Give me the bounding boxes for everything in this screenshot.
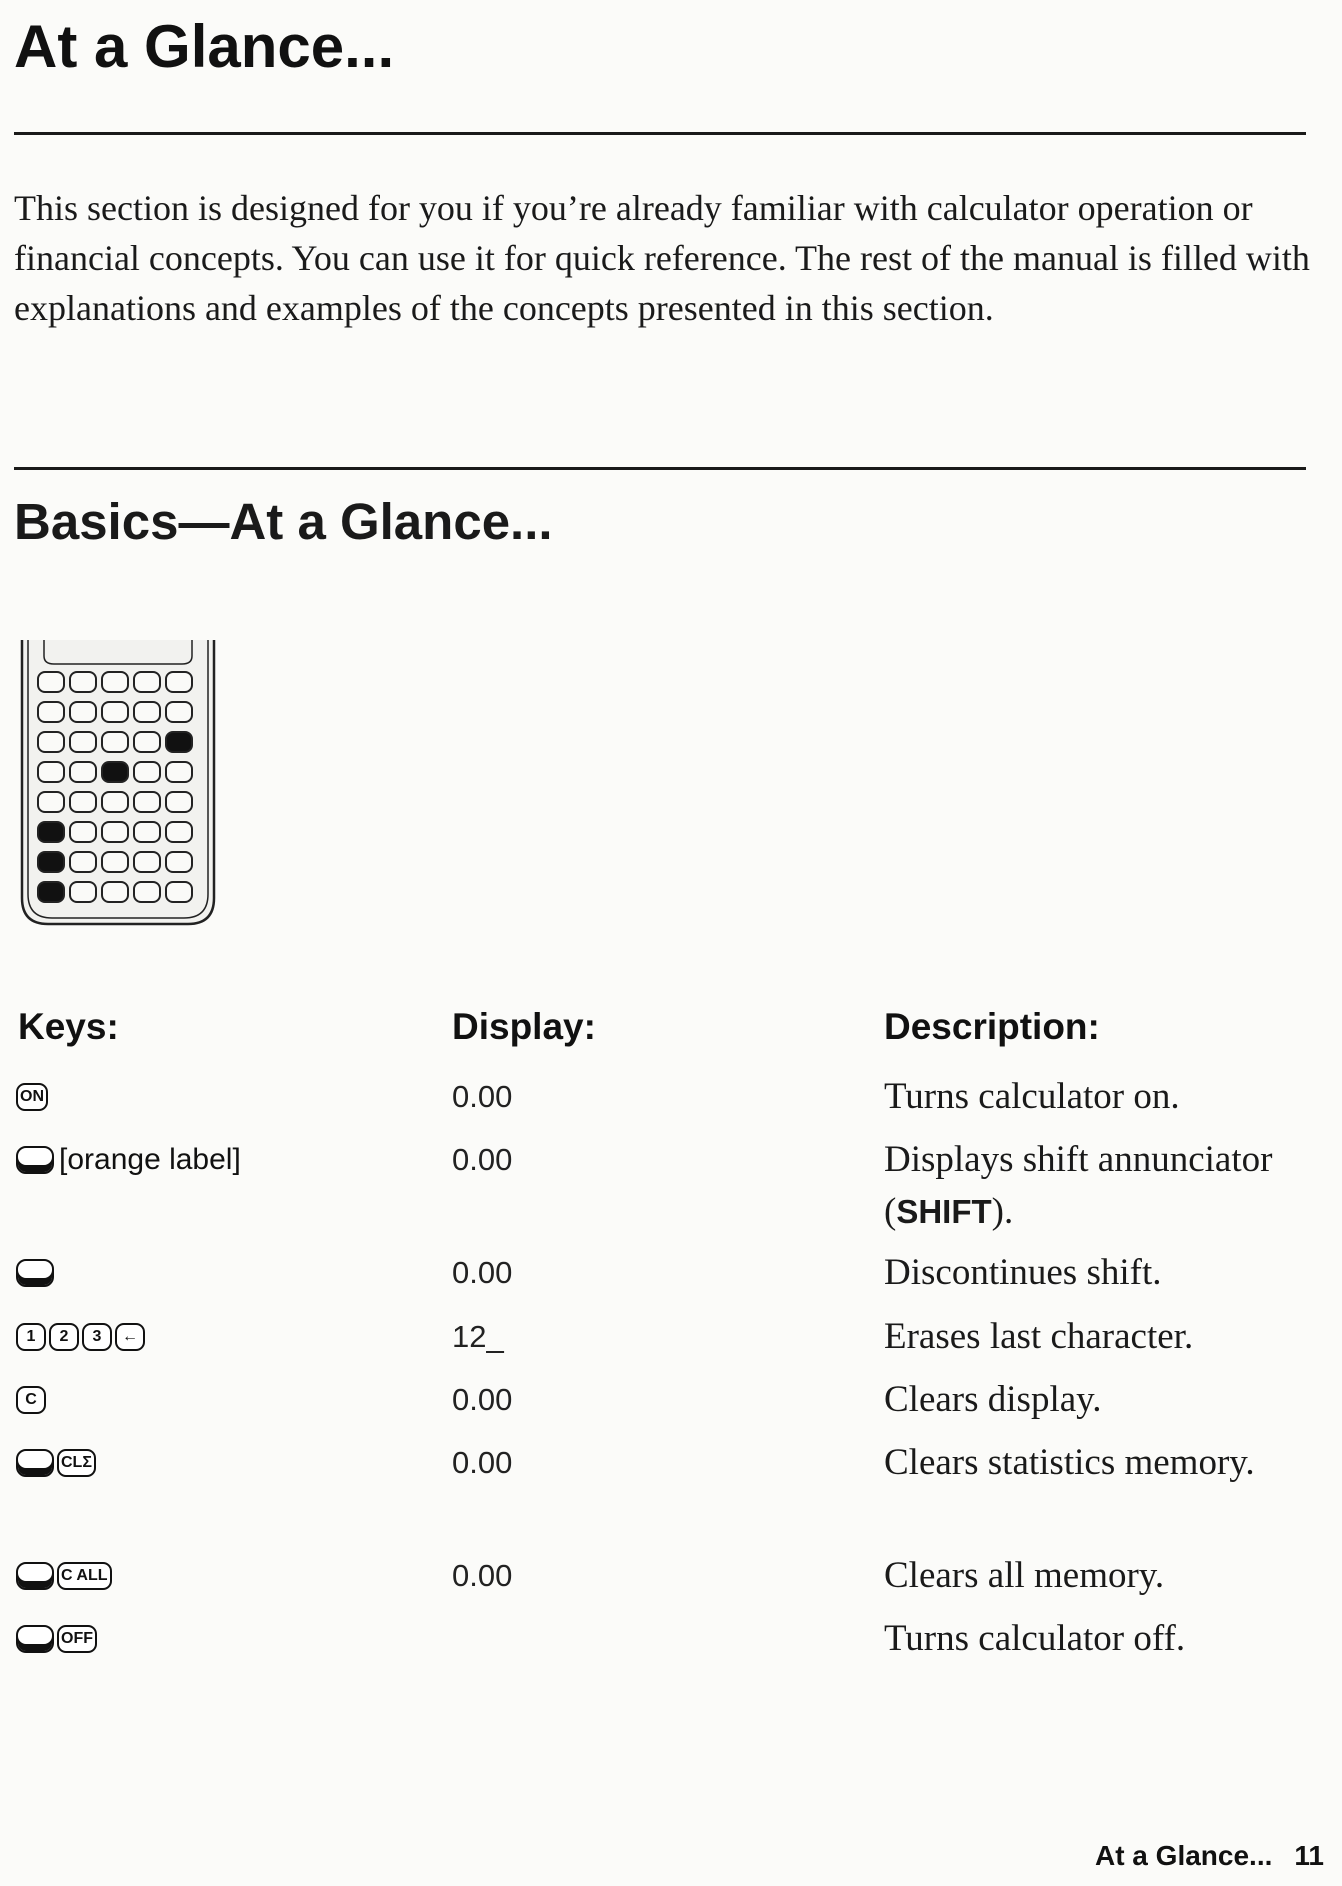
- calculator-key: [70, 732, 96, 752]
- calculator-key: [134, 702, 160, 722]
- key-3: 3: [82, 1323, 112, 1351]
- calculator-key: [38, 732, 64, 752]
- keys-cell: [16, 1077, 48, 1117]
- keys-cell: [16, 1556, 112, 1596]
- column-header-display: Display:: [452, 1006, 596, 1047]
- calculator-key: [70, 762, 96, 782]
- calculator-key: [102, 762, 128, 782]
- calculator-key: [102, 792, 128, 812]
- keys-cell: [16, 1443, 96, 1483]
- display-value: 0.00: [452, 1255, 513, 1290]
- divider: [14, 132, 1306, 135]
- calculator-key: [38, 792, 64, 812]
- calculator-key: [102, 672, 128, 692]
- keys-cell: [16, 1253, 54, 1293]
- description: Clears display.: [884, 1379, 1102, 1420]
- calculator-key: [38, 882, 64, 902]
- calculator-key: [38, 702, 64, 722]
- key-on: ON: [16, 1083, 48, 1111]
- display-value: 0.00: [452, 1142, 513, 1177]
- keys-cell: [16, 1619, 97, 1659]
- calculator-key: [134, 672, 160, 692]
- display-value: 12_: [452, 1319, 504, 1354]
- display-value: 0.00: [452, 1382, 513, 1417]
- key-2: 2: [49, 1323, 79, 1351]
- key-clear-all: C ALL: [57, 1562, 112, 1590]
- calculator-key: [38, 762, 64, 782]
- intro-paragraph: This section is designed for you if you’re already familiar with calculator operation or financial concepts. You can use it for quick reference. The rest of the manual is filled with explanations and examples of the concepts presented in this section.: [14, 188, 1310, 328]
- calculator-key: [134, 732, 160, 752]
- calculator-key: [70, 882, 96, 902]
- key-off: OFF: [57, 1625, 97, 1653]
- calculator-key: [166, 702, 192, 722]
- calculator-key: [102, 732, 128, 752]
- description: Turns calculator off.: [884, 1618, 1186, 1659]
- description: Displays shift annunciator (SHIFT).: [884, 1139, 1273, 1232]
- calculator-key: [102, 882, 128, 902]
- shift-key: [16, 1562, 54, 1590]
- shift-key: [16, 1146, 54, 1174]
- keys-cell: [16, 1140, 241, 1180]
- keys-cell: [16, 1317, 145, 1357]
- description: Turns calculator on.: [884, 1076, 1180, 1117]
- description: Clears all memory.: [884, 1555, 1165, 1596]
- calculator-key: [134, 882, 160, 902]
- shift-key: [16, 1259, 54, 1287]
- key-c: C: [16, 1386, 46, 1414]
- page-title: At a Glance...: [14, 13, 395, 80]
- backspace-key: ←: [115, 1323, 145, 1351]
- calculator-key: [166, 792, 192, 812]
- calculator-key: [134, 762, 160, 782]
- calculator-keyboard-icon: [18, 636, 218, 928]
- calculator-key: [166, 882, 192, 902]
- calculator-key: [38, 822, 64, 842]
- description: Erases last character.: [884, 1316, 1194, 1357]
- display-value: 0.00: [452, 1558, 513, 1593]
- calculator-key: [102, 702, 128, 722]
- calculator-key: [134, 852, 160, 872]
- footer-label: At a Glance...: [1094, 1840, 1273, 1871]
- section-title: Basics—At a Glance...: [14, 493, 553, 550]
- divider: [14, 467, 1306, 470]
- calculator-key: [38, 672, 64, 692]
- page-footer: [1095, 1840, 1324, 1872]
- keys-cell: [16, 1380, 46, 1420]
- description: Clears statistics memory.: [884, 1442, 1255, 1483]
- calculator-key: [70, 702, 96, 722]
- shift-key: [16, 1625, 54, 1653]
- calculator-key: [70, 822, 96, 842]
- orange-label-text: [orange label]: [59, 1143, 241, 1176]
- calculator-key: [70, 852, 96, 872]
- calculator-key: [166, 822, 192, 842]
- calculator-key: [134, 822, 160, 842]
- column-header-description: Description:: [884, 1006, 1100, 1047]
- calculator-key: [38, 852, 64, 872]
- page-number: 11: [1294, 1840, 1324, 1871]
- column-header-keys: Keys:: [18, 1006, 119, 1047]
- calculator-key: [102, 822, 128, 842]
- display-value: 0.00: [452, 1079, 513, 1114]
- shift-key: [16, 1449, 54, 1477]
- calculator-key: [166, 762, 192, 782]
- calculator-key: [70, 792, 96, 812]
- calculator-key: [166, 732, 192, 752]
- calculator-key: [166, 672, 192, 692]
- description: Discontinues shift.: [884, 1252, 1162, 1293]
- key-1: 1: [16, 1323, 46, 1351]
- calculator-key: [166, 852, 192, 872]
- key-clear-stats: CLΣ: [57, 1449, 96, 1477]
- display-value: 0.00: [452, 1445, 513, 1480]
- calculator-key: [70, 672, 96, 692]
- calculator-key: [134, 792, 160, 812]
- calculator-key: [102, 852, 128, 872]
